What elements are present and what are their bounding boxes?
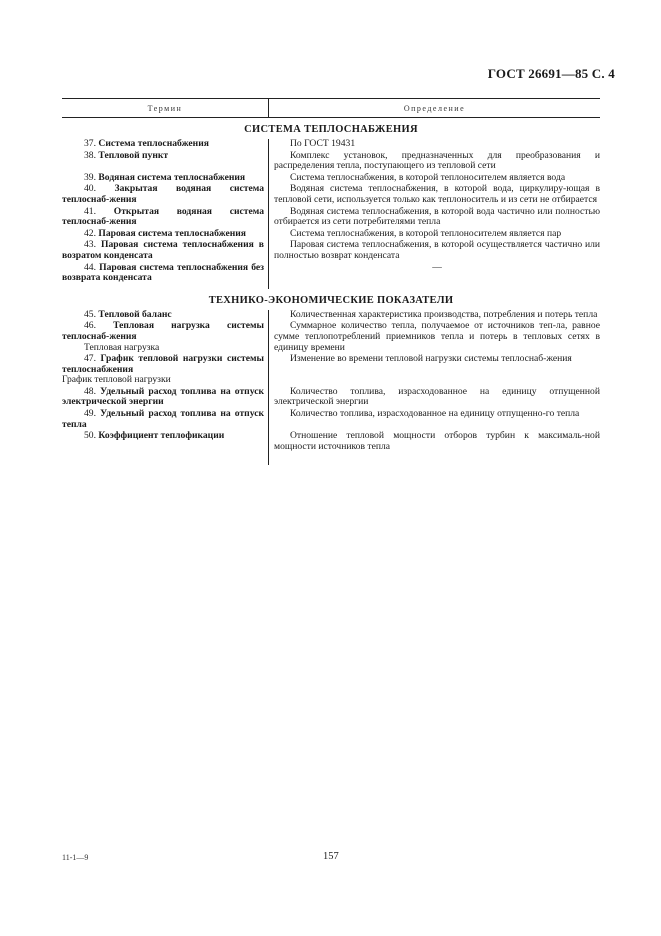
definition-cell — [268, 321, 600, 353]
definition-text: — — [432, 261, 442, 273]
term-cell — [62, 207, 268, 228]
terms-table — [62, 98, 600, 465]
definition-cell — [268, 151, 600, 172]
term-cell — [62, 240, 268, 261]
table-row — [62, 173, 600, 184]
table-row — [62, 409, 600, 430]
page-number: 157 — [323, 851, 339, 862]
term-name: График тепловой нагрузки системы теплоснабжения — [62, 353, 264, 375]
term-cell — [62, 321, 268, 353]
table-row — [62, 431, 600, 452]
definition-text: Суммарное количество тепла, получаемое от источников теп-ла, равное сумме теплопотреблений приемников тепла и потерь в тепловых сетях в единицу времени — [274, 320, 600, 353]
column-header-definition: Определение — [403, 103, 466, 113]
term-number: 48. — [84, 385, 96, 397]
table-row — [62, 387, 600, 408]
term-number: 42. — [84, 227, 96, 239]
term-cell — [62, 310, 268, 321]
table-row — [62, 229, 600, 240]
term-cell — [62, 409, 268, 430]
definition-text: По ГОСТ 19431 — [290, 138, 356, 149]
definition-text: Количественная характеристика производства, потребления и потерь тепла — [290, 308, 598, 320]
table-row — [62, 207, 600, 228]
term-number: 49. — [84, 408, 96, 420]
definition-text: Водяная система теплоснабжения, в которой вода, циркулиру-ющая в тепловой сети, используется только как теплоноситель и из сети не отбирается — [274, 183, 600, 205]
term-cell — [62, 263, 268, 284]
term-name: Тепловой пункт — [98, 149, 169, 161]
definition-cell — [268, 139, 600, 150]
term-cell — [62, 173, 268, 184]
table-row — [62, 310, 600, 321]
term-name: Паровая система теплоснабжения — [98, 227, 246, 239]
term-number: 43. — [84, 239, 96, 251]
term-number: 44. — [84, 261, 96, 273]
definition-text: Водяная система теплоснабжения, в которой вода частично или полностью отбирается из сети потребителями тепла — [274, 205, 600, 228]
term-name: Удельный расход топлива на отпуск электрической энергии — [62, 385, 264, 408]
term-number: 45. — [84, 308, 96, 320]
definition-cell — [268, 229, 600, 240]
print-code: 11-1—9 — [62, 853, 89, 862]
definition-text: Изменение во времени тепловой нагрузки системы теплоснаб-жения — [290, 353, 572, 365]
term-name: Тепловая нагрузка системы теплоснаб-жения — [62, 320, 264, 342]
definition-cell — [268, 207, 600, 228]
term-short-form: Тепловая нагрузка — [84, 341, 160, 353]
definition-cell — [268, 310, 600, 321]
section-rows — [62, 310, 600, 466]
document-reference: ГОСТ 26691—85 С. 4 — [487, 66, 615, 81]
term-number: 38. — [84, 149, 96, 161]
definition-cell — [268, 263, 600, 284]
term-name: Закрытая водяная система теплоснаб-жения — [62, 183, 264, 205]
definition-text: Система теплоснабжения, в которой теплоносителем является вода — [290, 171, 566, 183]
definition-text: Отношение тепловой мощности отборов турбин к максималь-ной мощности источников тепла — [274, 430, 600, 452]
table-row — [62, 240, 600, 261]
table-header — [62, 98, 600, 118]
term-number: 47. — [84, 353, 96, 365]
table-row — [62, 184, 600, 205]
term-name: Коэффициент теплофикации — [98, 430, 225, 442]
definition-text: Комплекс установок, предназначенных для преобразования и распределения тепла, поступающего из тепловой сети — [274, 149, 600, 172]
term-name: Паровая система теплоснабжения в возратом конденсата — [62, 239, 264, 261]
term-name: Система теплоснабжения — [98, 138, 209, 149]
definition-cell — [268, 354, 600, 386]
definition-cell — [268, 173, 600, 184]
term-name: Открытая водяная система теплоснаб-жения — [62, 205, 264, 228]
definition-text: Система теплоснабжения, в которой теплоносителем является пар — [290, 227, 562, 239]
table-row — [62, 151, 600, 172]
term-number: 39. — [84, 171, 96, 183]
definition-cell — [268, 409, 600, 430]
term-cell — [62, 354, 268, 386]
term-number: 40. — [84, 183, 96, 195]
section-title: ТЕХНИКО-ЭКОНОМИЧЕСКИЕ ПОКАЗАТЕЛИ — [208, 294, 454, 306]
definition-text: Количество топлива, израсходованное на единицу отпущенно-го тепла — [290, 408, 580, 420]
term-name: Водяная система теплоснабжения — [98, 171, 246, 183]
term-name: Удельный расход топлива на отпуск тепла — [62, 408, 264, 430]
section-title: СИСТЕМА ТЕПЛОСНАБЖЕНИЯ — [244, 124, 418, 135]
column-header-term: Термин — [62, 99, 269, 117]
term-cell — [62, 184, 268, 205]
term-cell — [62, 229, 268, 240]
term-cell — [62, 151, 268, 172]
term-number: 37. — [84, 138, 96, 149]
definition-text: Паровая система теплоснабжения, в которой осуществляется частично или полностью возврат конденсата — [274, 239, 600, 261]
term-cell — [62, 387, 268, 408]
definition-text: Количество топлива, израсходованное на единицу отпущенной электрической энергии — [274, 385, 600, 408]
section-rows — [62, 139, 600, 289]
term-short-form: График тепловой нагрузки — [62, 374, 171, 386]
definition-cell — [268, 184, 600, 205]
definition-cell — [268, 431, 600, 452]
table-row — [62, 354, 600, 386]
definition-cell — [268, 387, 600, 408]
term-number: 50. — [84, 430, 96, 442]
table-row — [62, 263, 600, 284]
term-number: 46. — [84, 320, 96, 332]
sections-container — [62, 118, 600, 465]
term-name: Тепловой баланс — [98, 308, 172, 320]
table-row — [62, 139, 600, 150]
definition-cell — [268, 240, 600, 261]
term-cell — [62, 139, 268, 150]
term-cell — [62, 431, 268, 452]
term-number: 41. — [84, 205, 96, 217]
term-name: Паровая система теплоснабжения без возврата конденсата — [62, 261, 265, 284]
table-row — [62, 321, 600, 353]
